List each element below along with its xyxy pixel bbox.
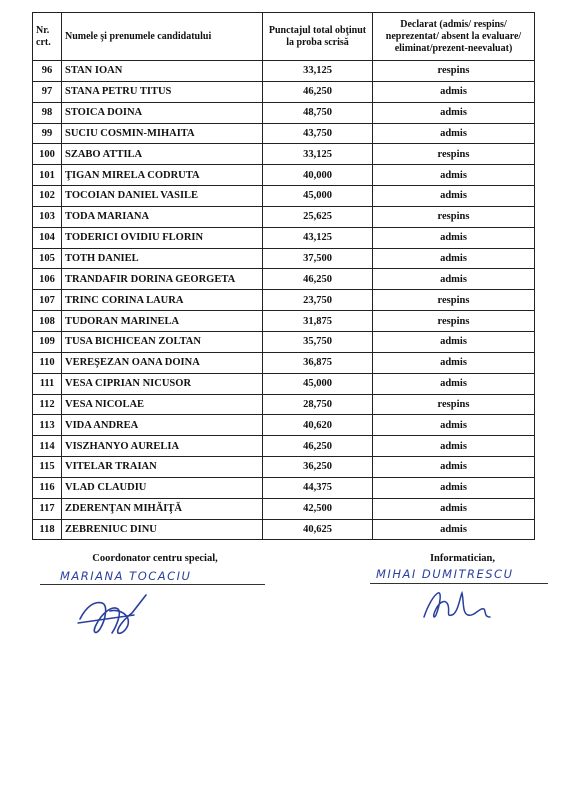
row-number: 115	[33, 457, 62, 478]
table-row	[33, 81, 535, 102]
status-value: admis	[373, 248, 535, 269]
table-row	[33, 102, 535, 123]
candidate-name: ZDERENŢAN MIHĂIŢĂ	[62, 498, 263, 519]
score-value: 46,250	[263, 269, 373, 290]
status-value: respins	[373, 144, 535, 165]
row-number: 100	[33, 144, 62, 165]
row-number: 110	[33, 352, 62, 373]
it-signature	[418, 587, 498, 623]
score-value: 31,875	[263, 311, 373, 332]
candidate-name: ZEBRENIUC DINU	[62, 519, 263, 540]
candidate-name: SUCIU COSMIN-MIHAITA	[62, 123, 263, 144]
candidate-name: STOICA DOINA	[62, 102, 263, 123]
row-number: 105	[33, 248, 62, 269]
candidate-name: VLAD CLAUDIU	[62, 477, 263, 498]
table-row	[33, 331, 535, 352]
score-value: 43,750	[263, 123, 373, 144]
score-value: 37,500	[263, 248, 373, 269]
table-row	[33, 144, 535, 165]
score-value: 35,750	[263, 331, 373, 352]
table-row	[33, 206, 535, 227]
status-value: admis	[373, 269, 535, 290]
status-value: admis	[373, 165, 535, 186]
table-row	[33, 498, 535, 519]
candidate-name: VESA CIPRIAN NICUSOR	[62, 373, 263, 394]
score-value: 45,000	[263, 373, 373, 394]
score-value: 48,750	[263, 102, 373, 123]
status-value: respins	[373, 206, 535, 227]
candidate-name: TUSA BICHICEAN ZOLTAN	[62, 331, 263, 352]
status-value: admis	[373, 352, 535, 373]
candidate-name: TUDORAN MARINELA	[62, 311, 263, 332]
score-value: 36,250	[263, 457, 373, 478]
row-number: 113	[33, 415, 62, 436]
results-table	[32, 12, 535, 540]
status-value: admis	[373, 415, 535, 436]
candidate-name: TOCOIAN DANIEL VASILE	[62, 186, 263, 207]
coordinator-signature-block	[40, 553, 270, 583]
candidate-name: TODA MARIANA	[62, 206, 263, 227]
candidate-name: TOTH DANIEL	[62, 248, 263, 269]
status-value: admis	[373, 373, 535, 394]
candidate-name: STANA PETRU TITUS	[62, 81, 263, 102]
candidate-name: ŢIGAN MIRELA CODRUTA	[62, 165, 263, 186]
score-value: 43,125	[263, 227, 373, 248]
header-status: Declarat (admis/ respins/ neprezentat/ absent la evaluare/ eliminat/prezent-neevaluat)	[373, 13, 535, 61]
candidate-name: VISZHANYO AURELIA	[62, 436, 263, 457]
table-row	[33, 123, 535, 144]
row-number: 103	[33, 206, 62, 227]
table-row	[33, 373, 535, 394]
row-number: 99	[33, 123, 62, 144]
coordinator-signature-line	[40, 584, 265, 585]
status-value: respins	[373, 61, 535, 82]
candidate-name: STAN IOAN	[62, 61, 263, 82]
table-row	[33, 352, 535, 373]
table-row	[33, 415, 535, 436]
it-title: Informatician,	[429, 553, 496, 564]
score-value: 33,125	[263, 144, 373, 165]
score-value: 42,500	[263, 498, 373, 519]
candidate-name: VIDA ANDREA	[62, 415, 263, 436]
candidate-name: SZABO ATTILA	[62, 144, 263, 165]
row-number: 116	[33, 477, 62, 498]
table-row	[33, 457, 535, 478]
row-number: 107	[33, 290, 62, 311]
score-value: 36,875	[263, 352, 373, 373]
status-value: admis	[373, 436, 535, 457]
table-row	[33, 290, 535, 311]
row-number: 104	[33, 227, 62, 248]
candidate-name: VITELAR TRAIAN	[62, 457, 263, 478]
score-value: 40,000	[263, 165, 373, 186]
it-signature-block	[370, 553, 555, 581]
header-score: Punctajul total obţinut la proba scrisă	[263, 13, 373, 61]
row-number: 118	[33, 519, 62, 540]
it-signature-line	[370, 583, 548, 584]
status-value: admis	[373, 186, 535, 207]
row-number: 98	[33, 102, 62, 123]
status-value: admis	[373, 102, 535, 123]
score-value: 46,250	[263, 81, 373, 102]
score-value: 46,250	[263, 436, 373, 457]
candidate-name: TRANDAFIR DORINA GEORGETA	[62, 269, 263, 290]
header-row	[33, 13, 535, 61]
coordinator-signature	[72, 589, 192, 641]
status-value: admis	[373, 227, 535, 248]
header-nr: Nr. crt.	[33, 13, 62, 61]
row-number: 114	[33, 436, 62, 457]
coordinator-name: MARIANA TOCACIU	[60, 569, 192, 583]
status-value: admis	[373, 331, 535, 352]
it-name: MIHAI DUMITRESCU	[376, 567, 514, 581]
table-row	[33, 436, 535, 457]
score-value: 40,625	[263, 519, 373, 540]
score-value: 44,375	[263, 477, 373, 498]
table-row	[33, 61, 535, 82]
row-number: 106	[33, 269, 62, 290]
status-value: admis	[373, 457, 535, 478]
status-value: admis	[373, 519, 535, 540]
status-value: admis	[373, 477, 535, 498]
table-row	[33, 394, 535, 415]
table-row	[33, 519, 535, 540]
table-row	[33, 269, 535, 290]
score-value: 40,620	[263, 415, 373, 436]
coordinator-title: Coordonator centru special,	[92, 553, 218, 564]
candidate-name: TODERICI OVIDIU FLORIN	[62, 227, 263, 248]
status-value: admis	[373, 123, 535, 144]
row-number: 109	[33, 331, 62, 352]
table-row	[33, 248, 535, 269]
candidate-name: VESA NICOLAE	[62, 394, 263, 415]
score-value: 25,625	[263, 206, 373, 227]
table-row	[33, 311, 535, 332]
status-value: respins	[373, 311, 535, 332]
row-number: 96	[33, 61, 62, 82]
score-value: 33,125	[263, 61, 373, 82]
row-number: 102	[33, 186, 62, 207]
row-number: 97	[33, 81, 62, 102]
header-name: Numele şi prenumele candidatului	[62, 13, 263, 61]
table-row	[33, 165, 535, 186]
status-value: respins	[373, 394, 535, 415]
row-number: 101	[33, 165, 62, 186]
score-value: 23,750	[263, 290, 373, 311]
row-number: 117	[33, 498, 62, 519]
row-number: 112	[33, 394, 62, 415]
candidate-name: VEREŞEZAN OANA DOINA	[62, 352, 263, 373]
table-row	[33, 227, 535, 248]
table-row	[33, 186, 535, 207]
score-value: 28,750	[263, 394, 373, 415]
status-value: respins	[373, 290, 535, 311]
score-value: 45,000	[263, 186, 373, 207]
status-value: admis	[373, 498, 535, 519]
row-number: 108	[33, 311, 62, 332]
candidate-name: TRINC CORINA LAURA	[62, 290, 263, 311]
table-row	[33, 477, 535, 498]
status-value: admis	[373, 81, 535, 102]
row-number: 111	[33, 373, 62, 394]
